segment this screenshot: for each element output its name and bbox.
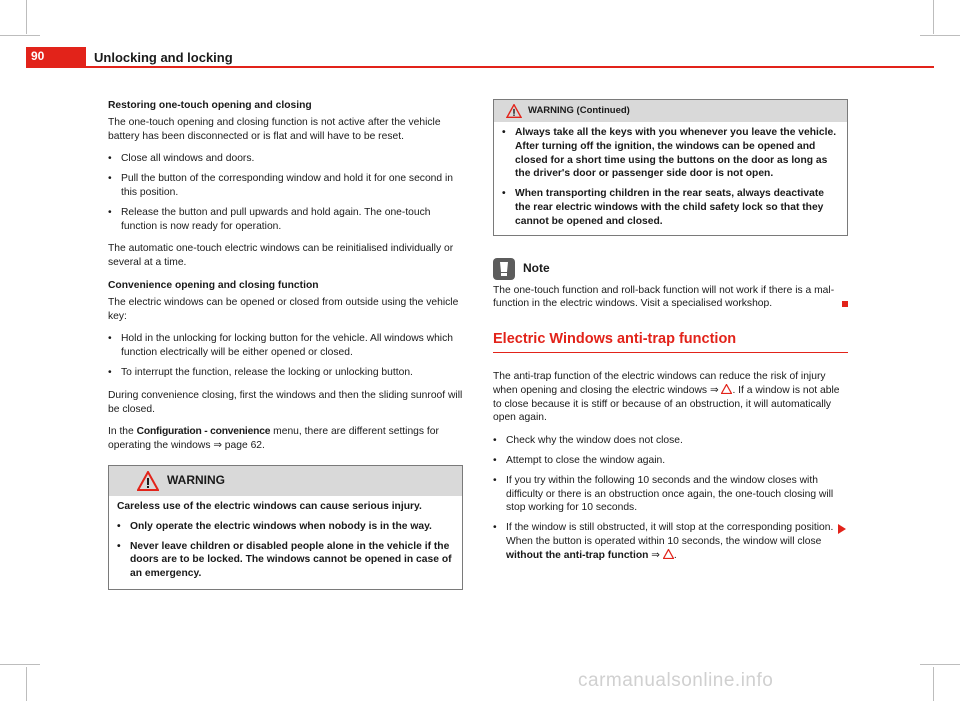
list-item: • If you try within the following 10 seconds and the window closes with difficulty or there is an obstruction once again, the one-touch closing will stop working for 10 seconds. bbox=[493, 474, 848, 515]
warning-triangle-icon bbox=[137, 471, 159, 491]
warning-triangle-icon bbox=[721, 384, 732, 394]
ref-suffix: menu, there are different settings for operating the windows ⇒ page 62. bbox=[108, 426, 439, 452]
crop-mark bbox=[0, 664, 40, 665]
end-square-icon bbox=[842, 301, 848, 307]
paragraph: The automatic one-touch electric windows can be reinitialised individually or several at a time. bbox=[108, 243, 454, 269]
header-rule bbox=[86, 66, 934, 68]
continue-arrow-icon bbox=[838, 524, 846, 534]
warning-continued-body bbox=[494, 122, 847, 235]
note-header bbox=[493, 258, 848, 280]
list-item: • If the window is still obstructed, it will stop at the corresponding position. When the button is operated within 10 seconds, the window will close without the anti-trap function ⇒ . bbox=[493, 521, 848, 562]
warning-continued-header bbox=[494, 100, 847, 122]
warning-title: WARNING bbox=[167, 473, 225, 488]
note-text bbox=[493, 284, 848, 312]
warning-continued-title: WARNING (Continued) bbox=[528, 105, 630, 117]
warning-triangle-icon bbox=[506, 104, 522, 118]
warning-body bbox=[109, 496, 462, 589]
crop-mark bbox=[933, 0, 934, 34]
paragraph: During convenience closing, first the windows and then the sliding sunroof will be closed. bbox=[108, 389, 463, 415]
paragraph bbox=[493, 370, 848, 425]
page-number: 90 bbox=[31, 49, 45, 63]
paragraph bbox=[108, 425, 463, 453]
ref-prefix: In the bbox=[108, 426, 134, 438]
section-title: Electric Windows anti-trap function bbox=[493, 333, 848, 353]
section-heading: Restoring one-touch opening and closing bbox=[108, 100, 312, 111]
list-item-part: ⇒ bbox=[651, 549, 660, 561]
crop-mark bbox=[26, 667, 27, 701]
crop-mark bbox=[933, 667, 934, 701]
paragraph: The one-touch opening and closing function is not active after the vehicle battery has been disconnected or is flat and will have to be reset. bbox=[108, 116, 441, 142]
watermark: carmanualsonline.info bbox=[578, 670, 774, 691]
note-icon bbox=[493, 258, 515, 280]
list-item: • Close all windows and doors. bbox=[108, 152, 463, 166]
warning-triangle-icon bbox=[663, 549, 674, 559]
paragraph-part: . If a window is not able to close because it is stiff or because of an obstruction, it will automatically open again. bbox=[493, 384, 840, 424]
left-column bbox=[108, 99, 463, 590]
note-title: Note bbox=[523, 260, 550, 275]
right-column bbox=[493, 99, 848, 569]
list-item-bold: without the anti-trap function bbox=[506, 549, 649, 561]
chapter-title: Unlocking and locking bbox=[94, 50, 233, 65]
list-item: • Check why the window does not close. bbox=[493, 434, 848, 448]
warning-item: • Never leave children or disabled people alone in the vehicle if the doors are to be locked. The windows cannot be opened in case of an emergency. bbox=[117, 540, 454, 581]
section-heading: Convenience opening and closing function bbox=[108, 279, 319, 291]
list-item-part: If the window is still obstructed, it will stop at the corresponding position. When the button is operated within 10 seconds, the window will close bbox=[506, 522, 834, 547]
crop-mark bbox=[920, 35, 960, 36]
paragraph: The electric windows can be opened or closed from outside using the vehicle key: bbox=[108, 296, 459, 322]
warning-item: • Always take all the keys with you whenever you leave the vehicle. After turning off the ignition, the windows can be opened and closed for a short time using the buttons on the door as long as the driver's door or passenger side door is not open. bbox=[502, 126, 839, 181]
list-item: • Hold in the unlocking for locking button for the vehicle. All windows which function electrically will be either opened or closed. bbox=[108, 332, 463, 360]
list-item: • Release the button and pull upwards and hold again. The one-touch function is now ready for operation. bbox=[108, 206, 463, 234]
paragraph-part: The anti-trap function of the electric windows can reduce the risk of injury when opening and closing the electric windows ⇒ bbox=[493, 370, 826, 396]
list-item: • To interrupt the function, release the locking or unlocking button. bbox=[108, 366, 463, 380]
list-item: • Attempt to close the window again. bbox=[493, 454, 848, 468]
crop-mark bbox=[26, 0, 27, 34]
menu-keyword: Configuration - convenience bbox=[136, 426, 271, 438]
warning-continued-box bbox=[493, 99, 848, 236]
warning-box bbox=[108, 465, 463, 590]
warning-item: • When transporting children in the rear seats, always deactivate the rear electric windows with the child safety lock so that they cannot be opened and closed. bbox=[502, 187, 839, 228]
warning-header bbox=[109, 466, 462, 496]
warning-item: • Only operate the electric windows when nobody is in the way. bbox=[117, 520, 454, 534]
crop-mark bbox=[0, 35, 40, 36]
note-body: The one-touch function and roll-back function will not work if there is a malfunction in the electric windows. Visit a specialised workshop. bbox=[493, 284, 835, 310]
list-item: • Pull the button of the corresponding window and hold it for one second in this position. bbox=[108, 172, 463, 200]
crop-mark bbox=[920, 664, 960, 665]
warning-lead: Careless use of the electric windows can cause serious injury. bbox=[117, 500, 422, 512]
